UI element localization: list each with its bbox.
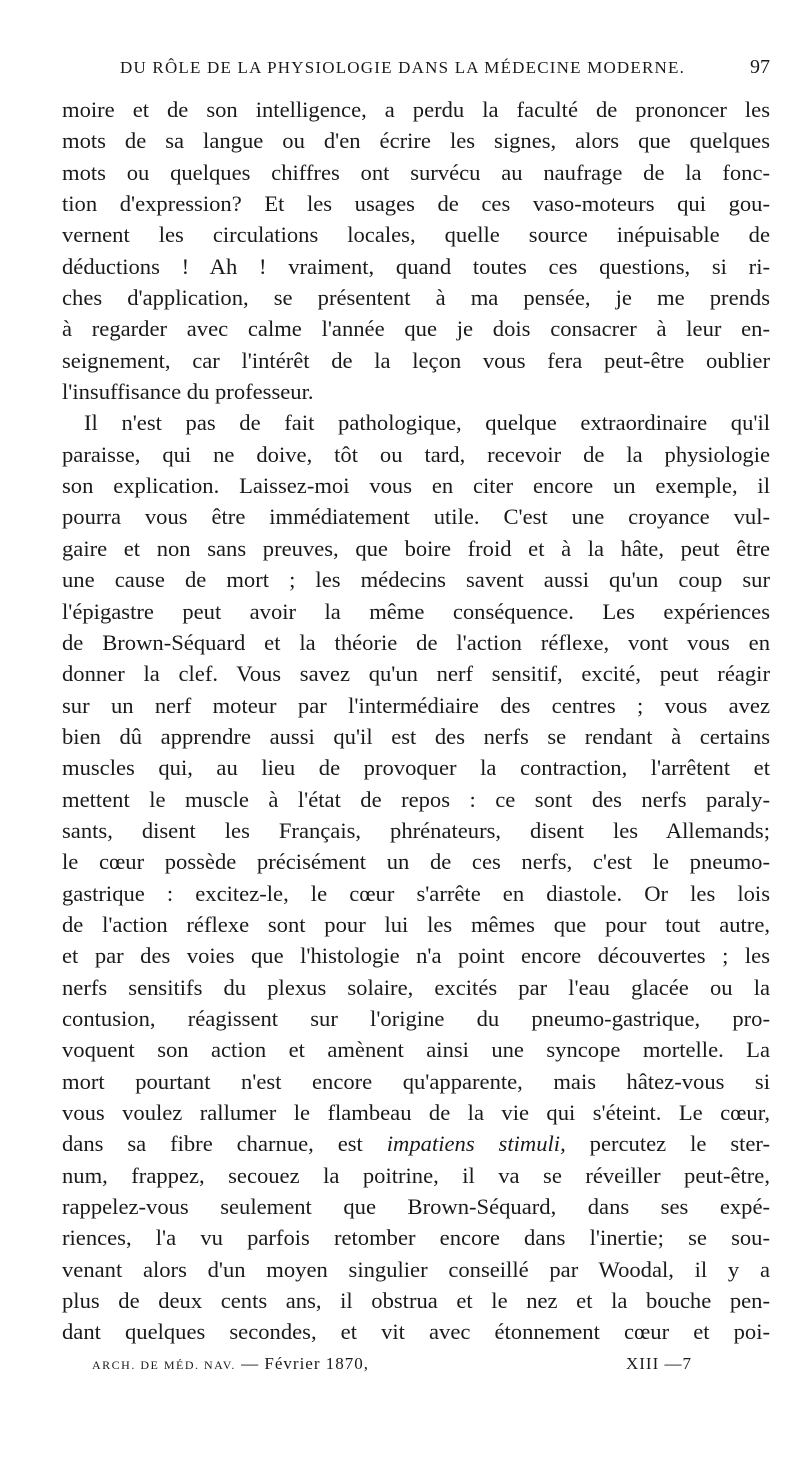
text-line: rappelez-vous seulement que Brown-Séquard, dans ses expé- [62, 1194, 770, 1220]
body-text [62, 94, 770, 1348]
text-line: ches d'application, se présentent à ma pensée, je me prends [62, 285, 770, 311]
page [62, 56, 770, 1348]
text-line: bien dû apprendre aussi qu'il est des nerfs se rendant à certains [62, 723, 770, 749]
text-line: plus de deux cents ans, il obstrua et le nez et la bouche pen- [62, 1288, 770, 1314]
footer-citation [92, 1354, 369, 1374]
text-line: mots de sa langue ou d'en écrire les signes, alors que quelques [62, 128, 770, 154]
text-line: contusion, réagissent sur l'origine du pneumo-gastrique, pro- [62, 1005, 770, 1031]
text-line-paragraph-start: Il n'est pas de fait pathologique, quelque extraordinaire qu'il [84, 410, 770, 436]
text-line: venant alors d'un moyen singulier conseillé par Woodal, il y a [62, 1256, 770, 1282]
running-head [62, 56, 770, 86]
text-line: paraisse, qui ne doive, tôt ou tard, recevoir de la physiologie [62, 441, 770, 467]
text-line: seignement, car l'intérêt de la leçon vous fera peut-être oublier [62, 347, 770, 373]
text-segment: percutez le ster- [589, 1131, 771, 1157]
signature-mark: XIII —7 [625, 1354, 692, 1373]
page-footer [92, 1354, 692, 1374]
text-line: riences, l'a vu parfois retomber encore dans l'inertie; se sou- [62, 1225, 770, 1251]
text-line: mots ou quelques chiffres ont survécu au naufrage de la fonc- [62, 159, 770, 185]
text-line: le cœur possède précisément un de ces nerfs, c'est le pneumo- [62, 849, 770, 875]
text-line: et par des voies que l'histologie n'a point encore découvertes ; les [62, 943, 770, 969]
text-line: gaire et non sans preuves, que boire froid et à la hâte, peut être [62, 535, 770, 561]
text-line: de l'action réflexe sont pour lui les mêmes que pour tout autre, [62, 911, 770, 937]
text-line: une cause de mort ; les médecins savent aussi qu'un coup sur [62, 567, 770, 593]
text-line: gastrique : excitez-le, le cœur s'arrête en diastole. Or les lois [62, 880, 770, 906]
text-line: l'épigastre peut avoir la même conséquence. Les expériences [62, 598, 770, 624]
text-line: de Brown-Séquard et la théorie de l'action réflexe, vont vous en [62, 629, 770, 655]
text-line: déductions ! Ah ! vraiment, quand toutes ces questions, si ri- [62, 253, 770, 279]
latin-phrase: impatiens stimuli, [386, 1131, 566, 1157]
text-line: moire et de son intelligence, a perdu la faculté de prononcer les [62, 97, 770, 122]
running-title: DU RÔLE DE LA PHYSIOLOGIE DANS LA MÉDECINE MODERNE. [120, 58, 686, 77]
text-line: voquent son action et amènent ainsi une syncope mortelle. La [62, 1037, 770, 1063]
journal-abbrev: ARCH. DE MÉD. NAV. [92, 1358, 236, 1372]
text-line: vous voulez rallumer le flambeau de la vie qui s'éteint. Le cœur, [62, 1100, 770, 1125]
text-line: mort pourtant n'est encore qu'apparente, mais hâtez-vous si [62, 1068, 770, 1094]
text-segment: dans sa fibre charnue, est [62, 1131, 363, 1157]
text-line: l'insuffisance du professeur. [62, 379, 314, 405]
text-line: tion d'expression? Et les usages de ces vaso-moteurs qui gou- [62, 191, 770, 217]
text-line: nerfs sensitifs du plexus solaire, excités par l'eau glacée ou la [62, 974, 770, 1000]
text-line-mixed [62, 1128, 770, 1159]
text-line: muscles qui, au lieu de provoquer la contraction, l'arrêtent et [62, 755, 770, 781]
text-line: sants, disent les Français, phrénateurs, disent les Allemands; [62, 817, 770, 843]
text-line: donner la clef. Vous savez qu'un nerf sensitif, excité, peut réagir [62, 661, 770, 687]
page-number: 97 [750, 56, 770, 78]
text-line: dant quelques secondes, et vit avec étonnement cœur et poi- [62, 1319, 770, 1345]
text-line: mettent le muscle à l'état de repos : ce sont des nerfs paraly- [62, 786, 770, 812]
text-line: num, frappez, secouez la poitrine, il va se réveiller peut-être, [62, 1162, 770, 1188]
text-line: à regarder avec calme l'année que je dois consacrer à leur en- [62, 316, 770, 342]
text-line: son explication. Laissez-moi vous en citer encore un exemple, il [62, 473, 770, 499]
text-line: pourra vous être immédiatement utile. C'est une croyance vul- [62, 504, 770, 530]
issue-date: — Février 1870, [241, 1354, 369, 1373]
text-line: vernent les circulations locales, quelle source inépuisable de [62, 222, 770, 248]
text-line: sur un nerf moteur par l'intermédiaire des centres ; vous avez [62, 692, 770, 718]
